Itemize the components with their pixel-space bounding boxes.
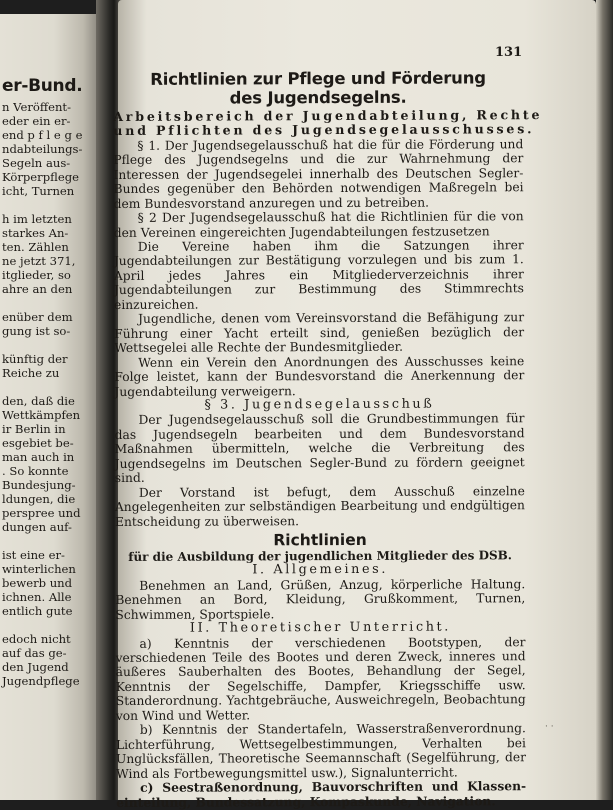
left-page-line: icht, Turnen [2, 184, 75, 198]
paragraph-compliance: Wenn ein Verein den Anordnungen des Ausschusses keine Folge leistet, kann der Bundesvorstand die Anerkennung der Jugendabteilung verweigern. [114, 353, 525, 399]
left-page-line: man auch in [2, 450, 75, 464]
section-heading-line-1: Arbeitsbereich der Jugendabteilung, Rechte [113, 107, 543, 124]
left-page-line: den Jugend [2, 660, 69, 674]
left-page-line: künftig der [2, 352, 68, 366]
left-page-line: Körperpflege [2, 170, 79, 184]
left-page-line: ldungen, die [2, 492, 76, 506]
left-page-line: h im letzten [2, 212, 72, 226]
paragraph-section-1: § 1. Der Jugendsegelausschuß hat die für die Förderung und Pflege des Jugendsegelns und die zur Wahrnehmung der Interessen der Jugendsegelei innerhalb des Deutschen Segler-Bundes gegenüber den Behörden notwendigen Maßregeln bei dem Bundesvorstand anzuregen und zu betreiben. [113, 137, 524, 211]
left-page-line: ichnen. Alle [2, 590, 72, 604]
left-page-heading: er-Bund. [2, 76, 83, 96]
left-page-line: ne jetzt 371, [2, 254, 76, 268]
page-edge-shadow [596, 0, 613, 800]
left-page-line: edoch nicht [2, 632, 71, 646]
left-page-line: Wettkämpfen [2, 408, 81, 422]
left-facing-page [0, 14, 98, 800]
left-page-line: ten. Zählen [2, 240, 69, 254]
left-page-line: ir Berlin in [2, 422, 66, 436]
part-2-heading: II. Theoretischer Unterricht. [189, 619, 451, 636]
part-1-heading: I. Allgemeines. [252, 562, 389, 578]
left-page-line: enüber dem [2, 310, 73, 324]
page-title-line-2: des Jugendsegelns. [229, 87, 407, 108]
left-page-line: auf das ge- [2, 646, 67, 660]
page-number: 131 [495, 45, 523, 60]
left-page-line: entlich gute [2, 604, 73, 618]
guidelines-heading: Richtlinien [273, 530, 367, 550]
section-heading-line-2: und Pflichten des Jugendsegelausschusses. [113, 121, 535, 139]
left-page-line: esgebiet be- [2, 436, 74, 450]
part-2-item-a: a) Kenntnis der verschiedenen Bootstypen, der verschiedenen Teile des Bootes und deren Zweck, inneres und äußeres Sauberhalten des Bootes, Behandlung der Segel, Kenntnis der Segelschiffe, Dampfer, Kriegsschiffe usw. Standerordnung. Yachtgebräuche, Ausweichregeln, Beobachtung von Wind und Wetter. [115, 634, 526, 723]
left-page-line: ahre an den [2, 282, 73, 296]
paragraph-statutes: Die Vereine haben ihm die Satzungen ihrer Jugendabteilungen zur Bestätigung vorzulegen und bis zum 1. April jedes Jahres ein Mitgliederverzeichnis ihrer Jugendabteilungen zur Bestimmung des Stimmrechts einzureichen. [113, 238, 524, 312]
left-page-line: end p f l e g e [2, 128, 83, 142]
left-page-line: bewerb und [2, 576, 73, 590]
section-3-heading: § 3. Jugendsegelausschuß [204, 396, 435, 413]
left-page-line: n Veröffent- [2, 100, 71, 114]
left-page-line: Reiche zu [2, 366, 60, 380]
left-page-line: eder ein er- [2, 114, 71, 128]
guidelines-subheading: für die Ausbildung der jugendlichen Mitglieder des DSB. [128, 548, 512, 564]
left-page-line: dungen auf- [2, 520, 72, 534]
left-page-line: perspree und [2, 506, 81, 520]
left-page-line: den, daß die [2, 394, 75, 408]
left-page-line: Bundesjung- [2, 478, 76, 492]
paragraph-board-authority: Der Vorstand ist befugt, dem Ausschuß einzelne Angelegenheiten zur selbständigen Bearbeitung und endgültigen Entscheidung zu überweisen. [114, 483, 525, 529]
left-page-line: winterlichen [2, 562, 76, 576]
left-page-line: ndabteilungs- [2, 142, 83, 156]
page-title-line-1: Richtlinien zur Pflege und Förderung [150, 68, 486, 89]
left-page-line: Segeln aus- [2, 156, 71, 170]
print-speck: · · [545, 722, 554, 732]
paragraph-juveniles: Jugendliche, denen vom Vereinsvorstand die Befähigung zur Führung einer Yacht erteilt sind, genießen bezüglich der Wettsegelei alle Rechte der Bundesmitglieder. [114, 310, 525, 356]
left-page-line: gung ist so- [2, 324, 71, 338]
left-page-line: itglieder, so [2, 268, 71, 282]
part-2-item-b: b) Kenntnis der Standertafeln, Wasserstraßenverordnung. Lichterführung, Wettsegelbestimmungen, Verhalten bei Unglücksfällen, Theoretische Seemannschaft (Segelführung, der Wind als Fortbewegungsmittel usw.), Signalunterricht. [115, 721, 527, 781]
part-2-item-c: c) Seestraßenordnung, Bauvorschriften und Klasseneinteilung, Bundessatzung, Kompaskunde, Navigation. [116, 778, 527, 810]
paragraph-section-2: § 2 Der Jugendsegelausschuß hat die Richtlinien für die von den Vereinen eingereichten Jugendabteilungen festzusetzen [113, 209, 524, 240]
left-page-line: starkes An- [2, 226, 69, 240]
left-page-line: ist eine er- [2, 548, 65, 562]
left-page-line: Jugendpflege [2, 674, 80, 688]
part-1-text: Benehmen an Land, Grüßen, Anzug, körperliche Haltung. Benehmen an Bord, Kleidung, Grußkomment, Turnen, Schwimmen, Sportspiele. [115, 577, 526, 622]
page-content [113, 68, 543, 810]
left-page-line: . So konnte [2, 464, 69, 478]
paragraph-committee-duties: Der Jugendsegelausschuß soll die Grundbestimmungen für das Jugendsegeln bearbeiten und dem Bundesvorstand Maßnahmen übermitteln, welche die Verbreitung des Jugendsegelns im Deutschen Segler-Bund zu fördern geeignet sind. [114, 411, 525, 486]
